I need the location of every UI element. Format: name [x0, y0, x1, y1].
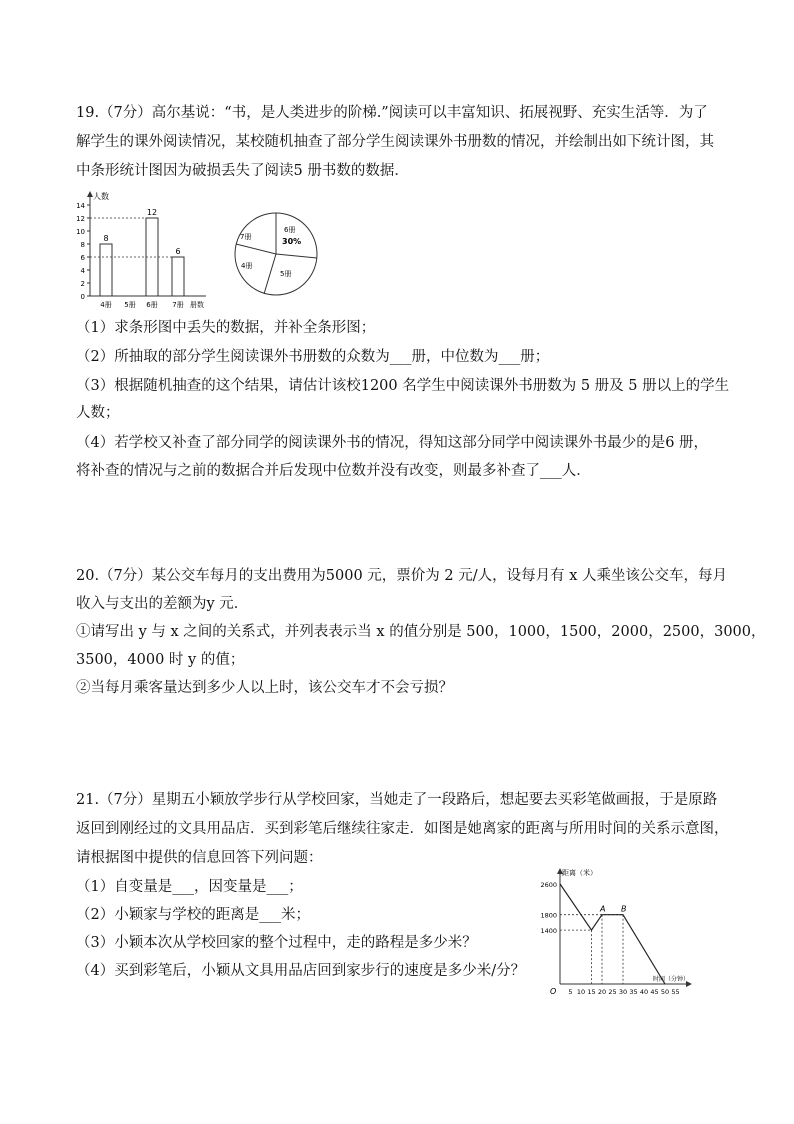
q21-line-2: 返回到刚经过的文具用品店．买到彩笔后继续往家走．如图是她离家的距离与所用时间的关系示意图， [76, 821, 729, 837]
y-tick-label: 8 [80, 241, 85, 249]
x-tick-label: 15 [587, 988, 596, 996]
q21-line-1: 21.（7分）星期五小颖放学步行从学校回家，当她走了一段路后，想起要去买彩笔做画报，于是原路 [76, 792, 718, 808]
x-tick-label: 5 [568, 988, 573, 996]
distance-time-chart [528, 864, 694, 1000]
y-tick-label: 0 [80, 293, 85, 301]
x-tick-label: 25 [608, 988, 617, 996]
y-tick-label: 2600 [540, 880, 557, 889]
x-tick-label: 55 [671, 988, 680, 996]
pie-annotation: 30% [282, 237, 302, 246]
x-tick-label: 45 [650, 988, 659, 996]
x-tick-label: 20 [597, 988, 607, 996]
q19-line-1: 19.（7分）高尔基说：“书，是人类进步的阶梯.”阅读可以丰富知识、拓展视野、充实生活等．为了 [76, 105, 708, 121]
q21-line-4: （1）自变量是___，因变量是___； [76, 879, 303, 895]
y-axis-label: 距离（米） [562, 869, 597, 877]
pie-divider [236, 244, 276, 254]
bar-chart [60, 190, 220, 310]
q21-line-7: （4）买到彩笔后，小颖从文具用品店回到家步行的速度是多少米/分？ [76, 963, 526, 979]
point-label-a: A [600, 904, 606, 914]
y-axis-label: 人数 [93, 192, 109, 201]
x-tick-label: 4册 [100, 301, 112, 309]
x-axis-label: 册数 [190, 301, 204, 309]
q20-line-4: 3500，4000 时 y 的值； [76, 652, 245, 668]
q19-line-5: （2）所抽取的部分学生阅读课外书册数的众数为___册，中位数为___册； [76, 349, 550, 365]
bar [172, 257, 184, 296]
q19-line-3: 中条形统计图因为破损丢失了阅读5 册书数的数据． [76, 163, 409, 179]
q20-line-1: 20.（7分）某公交车每月的支出费用为5000 元，票价为 2 元/人，设每月有 x 人乘坐该公交车，每月 [76, 568, 728, 584]
pie-divider [264, 254, 276, 294]
q21-line-3: 请根据图中提供的信息回答下列问题： [76, 850, 323, 866]
q19-line-7: 人数； [76, 405, 120, 421]
y-tick-label: 14 [76, 202, 85, 210]
q20-line-5: ②当每月乘客量达到多少人以上时，该公交车才不会亏损？ [76, 680, 453, 696]
pie-chart [224, 206, 328, 302]
pie-label-7: 7册 [240, 233, 252, 241]
x-tick-label: 40 [639, 988, 649, 996]
q19-line-4: （1）求条形图中丢失的数据，并补全条形图； [76, 320, 376, 336]
pie-label-6: 6册 [284, 226, 296, 234]
y-tick-label: 6 [80, 254, 85, 262]
x-tick-label: 10 [576, 988, 586, 996]
q19-line-2: 解学生的课外阅读情况，某校随机抽查了部分学生阅读课外书册数的情况，并绘制出如下统计图，其 [76, 134, 714, 150]
q20-line-2: 收入与支出的差额为y 元． [76, 596, 249, 612]
y-tick-label: 1400 [540, 927, 557, 936]
q19-line-6: （3）根据随机抽查的这个结果，请估计该校1200 名学生中阅读课外书册数为 5 册及 5 册以上的学生 [76, 378, 730, 394]
y-tick-label: 10 [76, 228, 85, 236]
pie-label-5: 5册 [280, 270, 292, 278]
q19-line-9: 将补查的情况与之前的数据合并后发现中位数并没有改变，则最多补查了___人． [76, 463, 591, 479]
y-tick-label: 1800 [540, 911, 557, 920]
y-tick-label: 4 [80, 267, 85, 275]
origin-label: O [550, 987, 557, 996]
x-tick-label: 50 [660, 988, 670, 996]
bar-value-label: 8 [103, 234, 109, 243]
distance-series-line [560, 884, 665, 984]
q21-line-5: （2）小颖家与学校的距离是___米； [76, 907, 310, 923]
x-axis-label: 时间（分钟） [653, 976, 690, 983]
x-tick-label: 6册 [146, 301, 158, 309]
x-tick-label: 35 [629, 988, 638, 996]
y-tick-label: 2 [80, 280, 85, 288]
q21-line-6: （3）小颖本次从学校回家的整个过程中，走的路程是多少米？ [76, 935, 477, 951]
bar-value-label: 12 [146, 208, 158, 217]
x-tick-label: 7册 [172, 301, 184, 309]
y-tick-label: 12 [76, 215, 85, 223]
q20-line-3: ①请写出 y 与 x 之间的关系式，并列表表示当 x 的值分别是 500，1000，1500，2000，2500，3000， [76, 624, 766, 640]
bar-value-label: 6 [175, 247, 181, 256]
q19-line-8: （4）若学校又补查了部分同学的阅读课外书的情况，得知这部分同学中阅读课外书最少的是6 册， [76, 435, 709, 451]
pie-divider [276, 254, 317, 258]
x-tick-label: 5册 [124, 301, 136, 309]
x-tick-label: 30 [618, 988, 628, 996]
bar [100, 244, 112, 296]
point-label-b: B [621, 904, 627, 914]
pie-label-4: 4册 [241, 262, 253, 270]
